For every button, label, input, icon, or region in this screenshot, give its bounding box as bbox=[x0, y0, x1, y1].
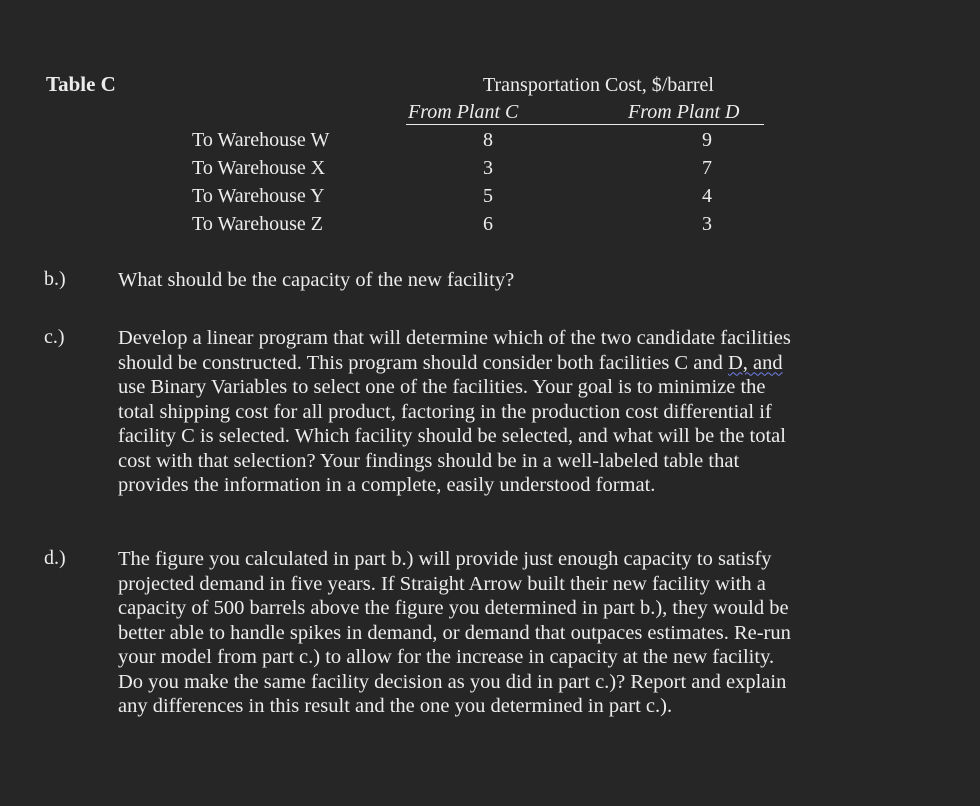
table-title: Table C bbox=[46, 72, 116, 96]
question-c-line-text: should be constructed. This program should consider both facilities C and bbox=[118, 351, 728, 374]
cost-column-header: Transportation Cost, $/barrel bbox=[483, 74, 714, 96]
question-c-line: provides the information in a complete, easily understood format. bbox=[118, 474, 656, 496]
cell-w-plant-d: 9 bbox=[702, 129, 712, 151]
spellcheck-underlined-text[interactable]: D, and bbox=[727, 351, 783, 374]
question-c-line bbox=[118, 351, 918, 376]
row-label-warehouse-y: To Warehouse Y bbox=[192, 185, 325, 207]
question-d-line: better able to handle spikes in demand, or demand that outpaces estimates. Re-run bbox=[118, 621, 791, 644]
cell-y-plant-d: 4 bbox=[702, 185, 712, 207]
question-d-letter: d.) bbox=[44, 547, 66, 569]
question-c-line: cost with that selection? Your findings should be in a well-labeled table that bbox=[118, 449, 740, 472]
question-b-text bbox=[118, 268, 918, 293]
question-d-line: Do you make the same facility decision as you did in part c.)? Report and explain bbox=[118, 670, 787, 693]
header-rule bbox=[406, 124, 764, 125]
question-c-line: facility C is selected. Which facility should be selected, and what will be the total bbox=[118, 425, 786, 447]
cell-y-plant-c: 5 bbox=[483, 185, 493, 207]
cell-z-plant-d: 3 bbox=[702, 213, 712, 235]
cell-x-plant-c: 3 bbox=[483, 157, 493, 179]
question-b-line: What should be the capacity of the new facility? bbox=[118, 269, 515, 291]
question-c-line: total shipping cost for all product, factoring in the production cost differential if bbox=[118, 400, 772, 423]
question-d-line: your model from part c.) to allow for the increase in capacity at the new facility. bbox=[118, 646, 775, 668]
plant-d-header: From Plant D bbox=[628, 101, 740, 123]
row-label-warehouse-z: To Warehouse Z bbox=[192, 213, 324, 235]
question-c-text bbox=[118, 326, 918, 498]
question-c-line: use Binary Variables to select one of the facilities. Your goal is to minimize the bbox=[118, 376, 766, 398]
row-label-warehouse-x: To Warehouse X bbox=[192, 157, 326, 179]
question-d-line: capacity of 500 barrels above the figure you determined in part b.), they would be bbox=[118, 597, 789, 619]
question-c-letter: c.) bbox=[44, 326, 65, 348]
question-d-line: projected demand in five years. If Straight Arrow built their new facility with a bbox=[118, 572, 766, 595]
question-c-line: Develop a linear program that will determine which of the two candidate facilities bbox=[118, 327, 791, 349]
question-d-line: any differences in this result and the one you determined in part c.). bbox=[118, 695, 673, 717]
cell-w-plant-c: 8 bbox=[483, 129, 493, 151]
cell-x-plant-d: 7 bbox=[702, 157, 712, 179]
question-b-letter: b.) bbox=[44, 268, 66, 290]
question-d-line: The figure you calculated in part b.) will provide just enough capacity to satisfy bbox=[118, 548, 772, 570]
cell-z-plant-c: 6 bbox=[483, 213, 493, 235]
plant-c-header: From Plant C bbox=[408, 101, 519, 123]
row-label-warehouse-w: To Warehouse W bbox=[192, 129, 330, 151]
question-d-text bbox=[118, 547, 918, 719]
